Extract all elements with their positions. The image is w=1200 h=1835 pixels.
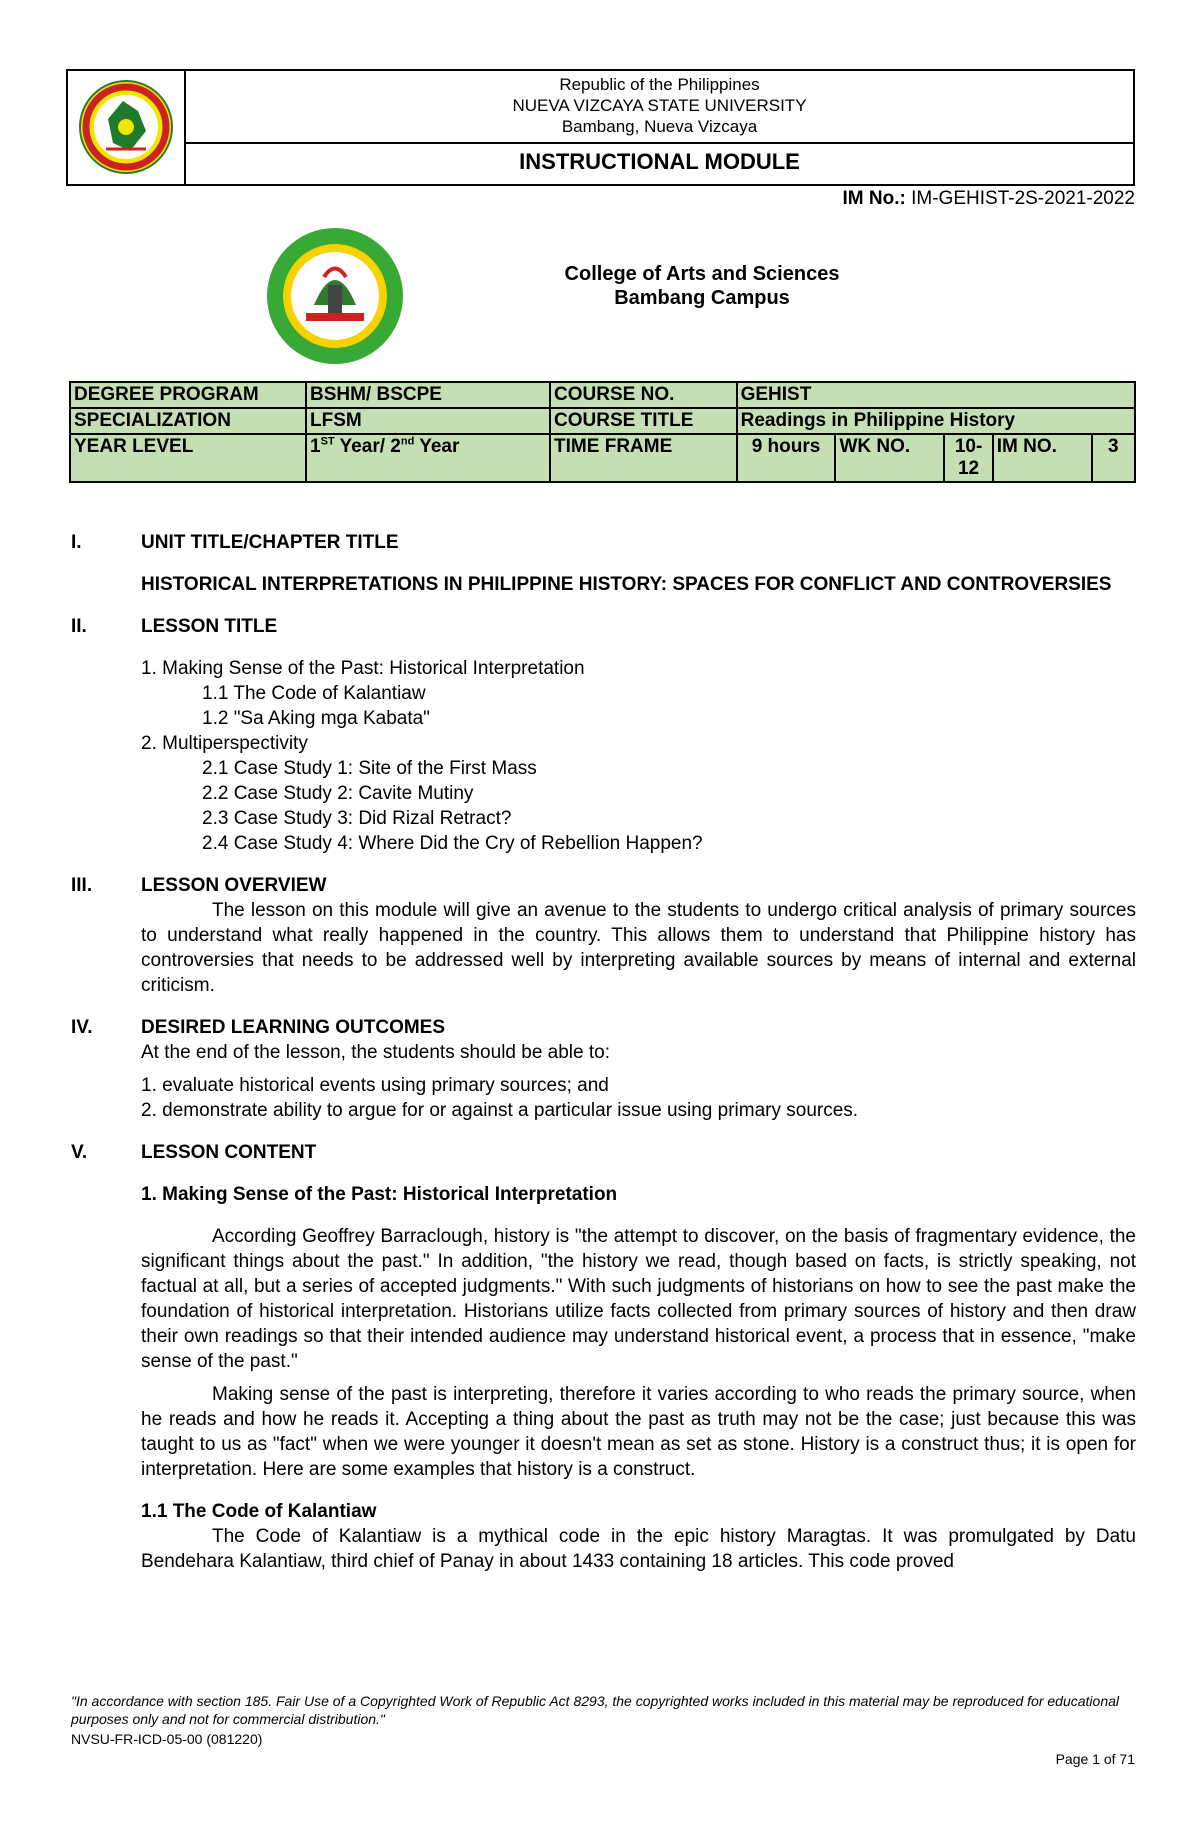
college-name: College of Arts and Sciences (564, 263, 840, 285)
section-number: III. (71, 875, 93, 896)
list-item: 2.2 Case Study 2: Cavite Mutiny (202, 783, 474, 804)
specialization-value: LFSM (306, 408, 550, 434)
republic-line: Republic of the Philippines (559, 75, 760, 94)
list-item: 1. Making Sense of the Past: Historical Interpretation (141, 658, 585, 679)
college-campus: Bambang Campus (614, 287, 790, 309)
course-no-label: COURSE NO. (550, 382, 737, 408)
outcomes-intro: At the end of the lesson, the students should be able to: (141, 1042, 610, 1063)
time-frame-value: 9 hours (737, 434, 836, 482)
year-mid: Year/ 2 (334, 436, 401, 457)
overview-paragraph: The lesson on this module will give an avenue to the students to undergo critical analysis of primary sources to understand what really happened in the country. This allows them to understand that Philippine history has controversies that needs to be addressed well by interpreting available sources by means of internal and external criticism. (141, 900, 1136, 996)
copyright-note: "In accordance with section 185. Fair Use of a Copyrighted Work of Republic Act 8293, the copyrighted works included in this material may be reproduced for educational purposes only and not for commercial distribution." (71, 1693, 1119, 1727)
degree-value: BSHM/ BSCPE (306, 382, 550, 408)
year-first-sup: ST (320, 435, 335, 448)
course-info-table (69, 381, 1136, 483)
form-number: NVSU-FR-ICD-05-00 (081220) (71, 1731, 263, 1747)
year-second-sup: nd (400, 435, 415, 448)
section-lesson-overview (71, 873, 1136, 998)
section-number: II. (71, 616, 87, 637)
list-item: 1.1 The Code of Kalantiaw (202, 683, 426, 704)
specialization-label: SPECIALIZATION (70, 408, 306, 434)
college-header (470, 262, 934, 310)
university-location: Bambang, Nueva Vizcaya (561, 117, 758, 136)
section-learning-outcomes (71, 1015, 1136, 1123)
list-item: 1.2 "Sa Aking mga Kabata" (202, 708, 430, 729)
im-no-value: 3 (1092, 434, 1135, 482)
section-lesson-title (71, 614, 1136, 856)
section-heading: LESSON OVERVIEW (141, 875, 327, 896)
list-item: 2.3 Case Study 3: Did Rizal Retract? (202, 808, 512, 829)
wk-no-value: 10-12 (944, 434, 992, 482)
year-level-value (306, 434, 550, 482)
header-box (66, 69, 1135, 186)
outcome-item: 1. evaluate historical events using primary sources; and (141, 1075, 609, 1096)
outcome-item: 2. demonstrate ability to argue for or against a particular issue using primary sources. (141, 1100, 859, 1121)
course-title-value: Readings in Philippine History (737, 408, 1135, 434)
course-no-value: GEHIST (737, 382, 1135, 408)
college-seal-icon (264, 225, 406, 367)
section-heading: DESIRED LEARNING OUTCOMES (141, 1017, 446, 1038)
section-number: I. (71, 532, 82, 553)
university-seal-icon (68, 71, 184, 184)
university-name: NUEVA VIZCAYA STATE UNIVERSITY (512, 96, 807, 115)
year-level-label: YEAR LEVEL (70, 434, 306, 482)
content-paragraph: The Code of Kalantiaw is a mythical code in the epic history Maragtas. It was promulgated by Datu Bendehara Kalantiaw, third chief of Panay in about 1433 containing 18 articles. This code proved (141, 1526, 1136, 1572)
university-logo-cell (68, 71, 186, 184)
im-number-label: IM No.: (842, 188, 906, 209)
course-title-label: COURSE TITLE (550, 408, 737, 434)
table-row (70, 434, 1135, 482)
table-row (70, 408, 1135, 434)
page-number: Page 1 of 71 (1055, 1751, 1135, 1767)
list-item: 2.4 Case Study 4: Where Did the Cry of Rebellion Happen? (202, 833, 703, 854)
im-number (843, 188, 1135, 210)
im-no-label: IM NO. (993, 434, 1092, 482)
section-heading: UNIT TITLE/CHAPTER TITLE (141, 532, 399, 553)
content-paragraph: According Geoffrey Barraclough, history is "the attempt to discover, on the basis of fragmentary evidence, the significant things about the past." In addition, "the history we read, though based on facts, is strictly speaking, not factual at all, but a series of accepted judgments." With such judgments of historians on how to see the past make the foundation of historical interpretation. Historians utilize facts collected from primary sources of history and then draw their own readings so that their intended audience may understand historical event, a process that in essence, "make sense of the past." (141, 1226, 1136, 1372)
list-item: 2. Multiperspectivity (141, 733, 308, 754)
year-first: 1 (309, 436, 321, 457)
time-frame-label: TIME FRAME (550, 434, 737, 482)
section-number: V. (71, 1142, 88, 1163)
year-end: Year (414, 436, 460, 457)
university-info (186, 71, 1133, 144)
section-lesson-content (71, 1140, 1136, 1574)
section-number: IV. (71, 1017, 93, 1038)
section-unit-title (71, 530, 1136, 597)
section-heading: LESSON TITLE (141, 616, 278, 637)
table-row (70, 382, 1135, 408)
module-body (71, 530, 1136, 1574)
subsection-heading: 1. Making Sense of the Past: Historical Interpretation (141, 1184, 618, 1205)
list-item: 2.1 Case Study 1: Site of the First Mass (202, 758, 537, 779)
content-paragraph: Making sense of the past is interpreting, therefore it varies according to who reads the primary source, when he reads and how he reads it. Accepting a thing about the past as truth may not be the case; just because this was taught to us as "fact" when we were younger it doesn't mean as set as stone. History is a construct thus; it is open for interpretation. Here are some examples that history is a construct. (141, 1384, 1136, 1480)
section-heading: LESSON CONTENT (141, 1142, 317, 1163)
im-number-value: IM-GEHIST-2S-2021-2022 (911, 188, 1135, 209)
wk-no-label: WK NO. (835, 434, 944, 482)
degree-label: DEGREE PROGRAM (70, 382, 306, 408)
subsection-heading: 1.1 The Code of Kalantiaw (141, 1501, 377, 1522)
lesson-list (141, 656, 1136, 856)
module-title: INSTRUCTIONAL MODULE (519, 149, 800, 174)
chapter-title: HISTORICAL INTERPRETATIONS IN PHILIPPINE HISTORY: SPACES FOR CONFLICT AND CONTROVERSIES (141, 574, 1112, 595)
